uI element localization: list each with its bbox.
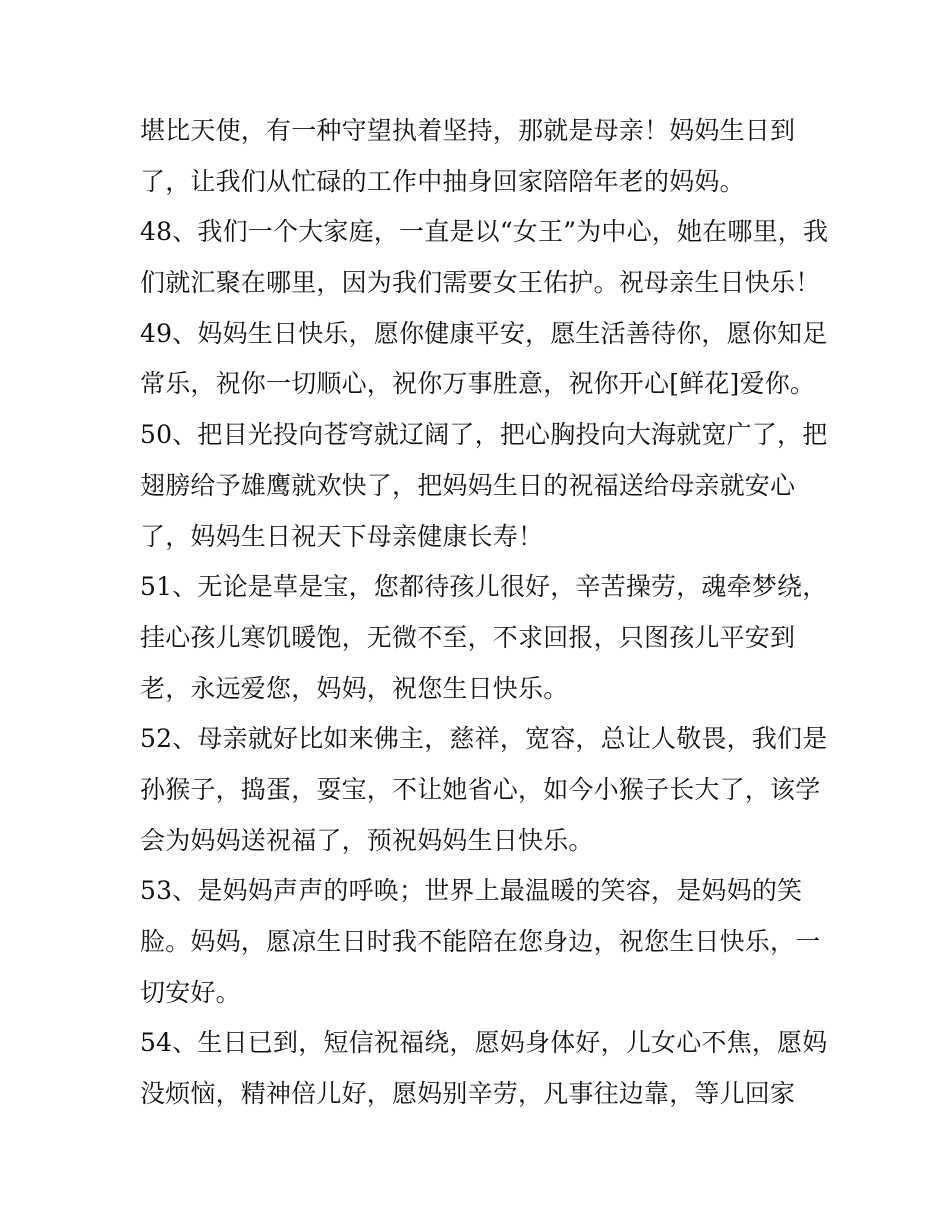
text-line: 会为妈妈送祝福了，预祝妈妈生日快乐。 — [140, 825, 594, 855]
text-line: 挂心孩儿寒饥暖饱，无微不至，不求回报，只图孩儿平安到 — [140, 622, 796, 652]
text-line: 了，妈妈生日祝天下母亲健康长寿！ — [140, 521, 544, 551]
text-line: 48、我们一个大家庭，一直是以“女王”为中心，她在哪里，我 — [140, 217, 829, 247]
text-line: 翅膀给予雄鹰就欢快了，把妈妈生日的祝福送给母亲就安心 — [140, 470, 796, 500]
text-line: 了，让我们从忙碌的工作中抽身回家陪陪年老的妈妈。 — [140, 166, 745, 196]
text-line: 常乐，祝你一切顺心，祝你万事胜意，祝你开心[鲜花]爱你。 — [140, 369, 816, 399]
text-line: 52、母亲就好比如来佛主，慈祥，宽容，总让人敬畏，我们是 — [140, 724, 828, 754]
text-line: 堪比天使，有一种守望执着坚持，那就是母亲！妈妈生日到 — [140, 116, 796, 145]
text-line: 51、无论是草是宝，您都待孩儿很好，辛苦操劳，魂牵梦绕， — [140, 572, 828, 602]
document-body — [140, 106, 829, 1120]
text-line: 53、是妈妈声声的呼唤；世界上最温暖的笑容，是妈妈的笑 — [140, 876, 803, 906]
text-line: 们就汇聚在哪里，因为我们需要女王佑护。祝母亲生日快乐！ — [140, 268, 821, 298]
text-line: 脸。妈妈，愿凉生日时我不能陪在您身边，祝您生日快乐，一 — [140, 927, 821, 956]
text-line: 没烦恼，精神倍儿好，愿妈别辛劳，凡事往边靠，等儿回家 — [140, 1079, 796, 1109]
text-line: 54、生日已到，短信祝福绕，愿妈身体好，儿女心不焦，愿妈 — [140, 1028, 828, 1058]
text-line: 切安好。 — [140, 977, 241, 1007]
text-line: 老，永远爱您，妈妈，祝您生日快乐。 — [140, 673, 569, 703]
text-line: 孙猴子，捣蛋，耍宝，不让她省心，如今小猴子长大了，该学 — [140, 774, 821, 804]
text-line: 49、妈妈生日快乐，愿你健康平安，愿生活善待你，愿你知足 — [140, 318, 828, 348]
text-line: 50、把目光投向苍穹就辽阔了，把心胸投向大海就宽广了，把 — [140, 420, 828, 450]
